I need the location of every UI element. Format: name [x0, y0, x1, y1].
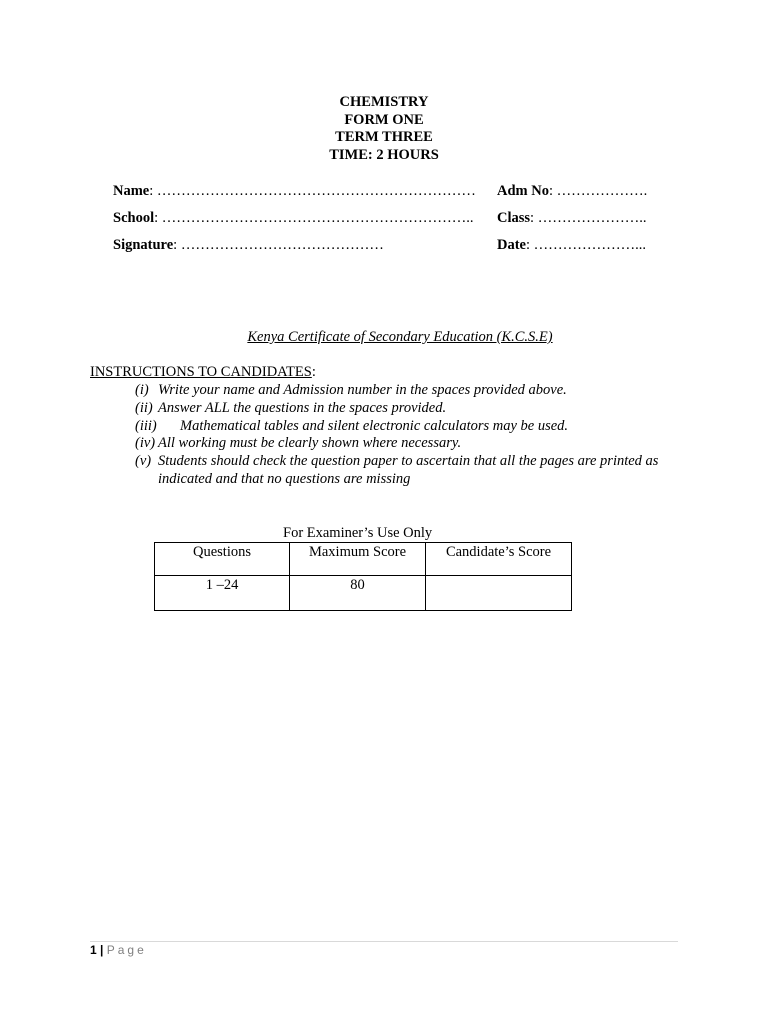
exam-header: [0, 94, 768, 164]
instruction-item: [135, 382, 695, 400]
instruction-number: (ii): [135, 399, 153, 416]
signature-row: [113, 237, 713, 264]
instructions-list: [135, 382, 695, 489]
date-field[interactable]: [497, 237, 646, 254]
instruction-item: [135, 418, 695, 436]
instruction-number: (iii): [135, 417, 157, 434]
school-field[interactable]: [113, 210, 474, 227]
instruction-text: Answer ALL the questions in the spaces provided.: [158, 399, 447, 416]
form-title: FORM ONE: [344, 111, 424, 128]
school-row: [113, 210, 713, 237]
instruction-text: Students should check the question paper to ascertain that all the pages are printed as indicated and that no questions are missing: [158, 453, 659, 487]
instruction-number: (iv): [135, 435, 156, 452]
signature-label: Signature: [113, 237, 174, 253]
column-header-maximum-score: Maximum Score: [290, 543, 426, 576]
date-blank: : …………………...: [526, 237, 647, 253]
footer-separator: |: [100, 943, 104, 957]
class-field[interactable]: [497, 210, 646, 227]
instruction-item: [135, 453, 695, 489]
name-row: [113, 183, 713, 210]
instruction-text: Mathematical tables and silent electronic calculators may be used.: [180, 417, 569, 434]
signature-field[interactable]: [113, 237, 384, 254]
page-number: 1: [90, 943, 97, 957]
column-header-questions: Questions: [155, 543, 290, 576]
name-label: Name: [113, 183, 150, 199]
class-blank: : …………………..: [530, 210, 647, 226]
instruction-number: (i): [135, 382, 149, 398]
exam-title: Kenya Certificate of Secondary Education (K.C.S.E): [247, 329, 553, 345]
instruction-text: Write your name and Admission number in the spaces provided above.: [158, 382, 567, 398]
subject-title: CHEMISTRY: [339, 94, 429, 110]
table-header-row: [155, 543, 572, 576]
school-blank: : ………………………………………………………..: [154, 210, 474, 226]
instruction-item: [135, 400, 695, 418]
instructions-heading-colon: :: [311, 364, 316, 380]
adm-no-blank: : ……………….: [548, 183, 648, 199]
footer-divider: [90, 941, 678, 942]
questions-cell: 1 –24: [155, 576, 290, 611]
maximum-score-cell: 80: [290, 576, 426, 611]
term-title: TERM THREE: [335, 129, 433, 145]
time-allowed: TIME: 2 HOURS: [329, 146, 439, 163]
name-blank: : …………………………………………………………: [149, 183, 476, 199]
instructions-heading-text: INSTRUCTIONS TO CANDIDATES: [90, 364, 312, 380]
examiner-score-table: [154, 542, 572, 611]
candidate-score-cell[interactable]: [426, 576, 572, 611]
instruction-text: All working must be clearly shown where necessary.: [158, 435, 462, 452]
school-label: School: [113, 210, 155, 226]
instruction-item: [135, 435, 695, 453]
date-label: Date: [497, 237, 526, 253]
table-row: [155, 576, 572, 611]
examiner-caption: For Examiner’s Use Only: [283, 525, 433, 541]
class-label: Class: [497, 210, 531, 226]
name-field[interactable]: [113, 183, 476, 200]
adm-no-label: Adm No: [497, 183, 549, 199]
instructions-heading: [90, 364, 316, 381]
instruction-number: (v): [135, 453, 152, 470]
page-word: Page: [106, 943, 147, 957]
page-footer: [90, 943, 147, 957]
signature-blank: : ……………………………………: [173, 237, 384, 253]
column-header-candidate-score: Candidate’s Score: [426, 543, 572, 576]
candidate-details: [113, 183, 713, 264]
adm-no-field[interactable]: [497, 183, 647, 200]
